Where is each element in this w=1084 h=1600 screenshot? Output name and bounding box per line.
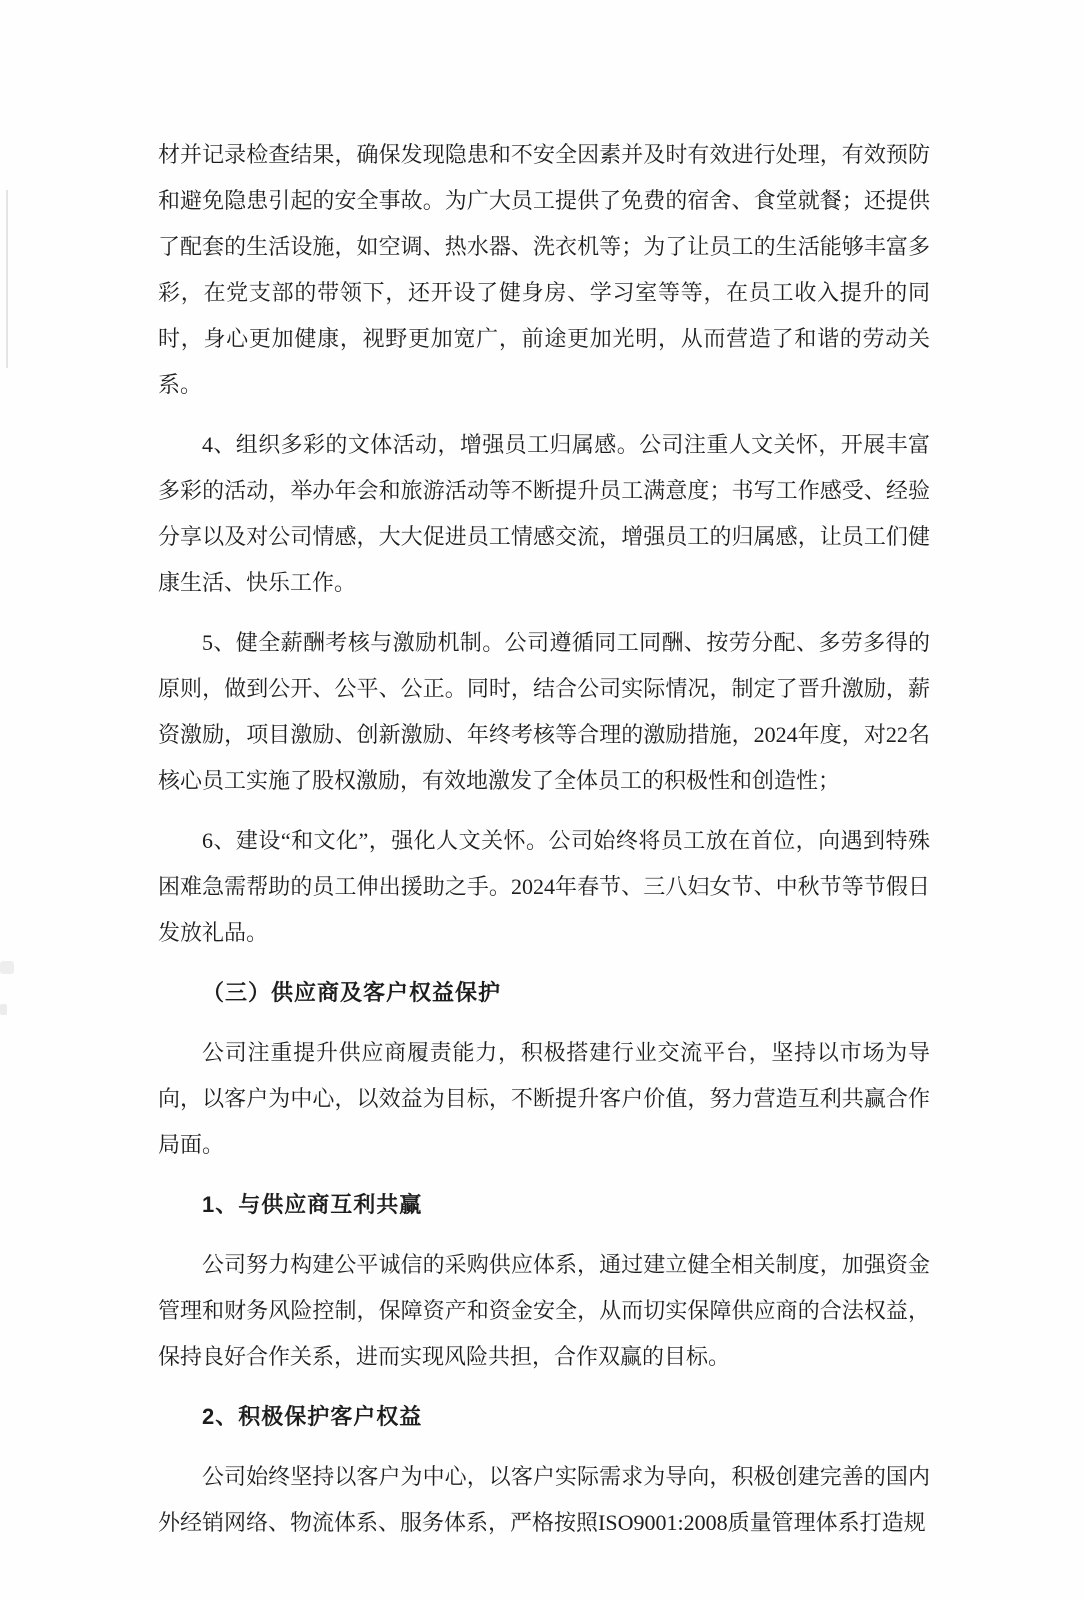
document-content bbox=[158, 132, 930, 1560]
paragraph-item-6-he-culture: 6、建设“和文化”，强化人文关怀。公司始终将员工放在首位，向遇到特殊困难急需帮助的员工伸出援助之手。2024年春节、三八妇女节、中秋节等节假日发放礼品。 bbox=[158, 828, 930, 945]
scan-artifact-smudge bbox=[0, 1004, 7, 1015]
subsection-heading-2-protect-customer-rights: 2、积极保护客户权益 bbox=[202, 1404, 423, 1429]
subsection-heading-1-win-win-with-suppliers: 1、与供应商互利共赢 bbox=[202, 1192, 423, 1217]
scan-artifact-line bbox=[6, 190, 8, 368]
paragraph-item-4-cultural-activities: 4、组织多彩的文体活动，增强员工归属感。公司注重人文关怀，开展丰富多彩的活动，举办年会和旅游活动等不断提升员工满意度；书写工作感受、经验分享以及对公司情感，大大促进员工情感交流，增强员工的归属感，让员工们健康生活、快乐工作。 bbox=[158, 432, 930, 595]
paragraph-supplier-platform: 公司注重提升供应商履责能力，积极搭建行业交流平台，坚持以市场为导向，以客户为中心，以效益为目标，不断提升客户价值，努力营造互利共赢合作局面。 bbox=[158, 1040, 930, 1157]
section-heading-supplier-customer-rights: （三）供应商及客户权益保护 bbox=[202, 980, 502, 1005]
paragraph-item-5-compensation-incentive: 5、健全薪酬考核与激励机制。公司遵循同工同酬、按劳分配、多劳多得的原则，做到公开、公平、公正。同时，结合公司实际情况，制定了晋升激励，薪资激励，项目激励、创新激励、年终考核等合理的激励措施，2024年度，对22名核心员工实施了股权激励，有效地激发了全体员工的积极性和创造性； bbox=[158, 630, 930, 793]
paragraph-customer-centric: 公司始终坚持以客户为中心，以客户实际需求为导向，积极创建完善的国内外经销网络、物流体系、服务体系，严格按照ISO9001:2008质量管理体系打造规 bbox=[158, 1464, 930, 1535]
paragraph-safety-continuation: 材并记录检查结果，确保发现隐患和不安全因素并及时有效进行处理，有效预防和避免隐患引起的安全事故。为广大员工提供了免费的宿舍、食堂就餐；还提供了配套的生活设施，如空调、热水器、洗衣机等；为了让员工的生活能够丰富多彩，在党支部的带领下，还开设了健身房、学习室等等，在员工收入提升的同时，身心更加健康，视野更加宽广，前途更加光明，从而营造了和谐的劳动关系。 bbox=[158, 142, 930, 397]
paragraph-procurement-system: 公司努力构建公平诚信的采购供应体系，通过建立健全相关制度，加强资金管理和财务风险控制，保障资产和资金安全，从而切实保障供应商的合法权益，保持良好合作关系，进而实现风险共担，合作双赢的目标。 bbox=[158, 1252, 930, 1369]
scan-artifact-smudge bbox=[0, 961, 14, 974]
